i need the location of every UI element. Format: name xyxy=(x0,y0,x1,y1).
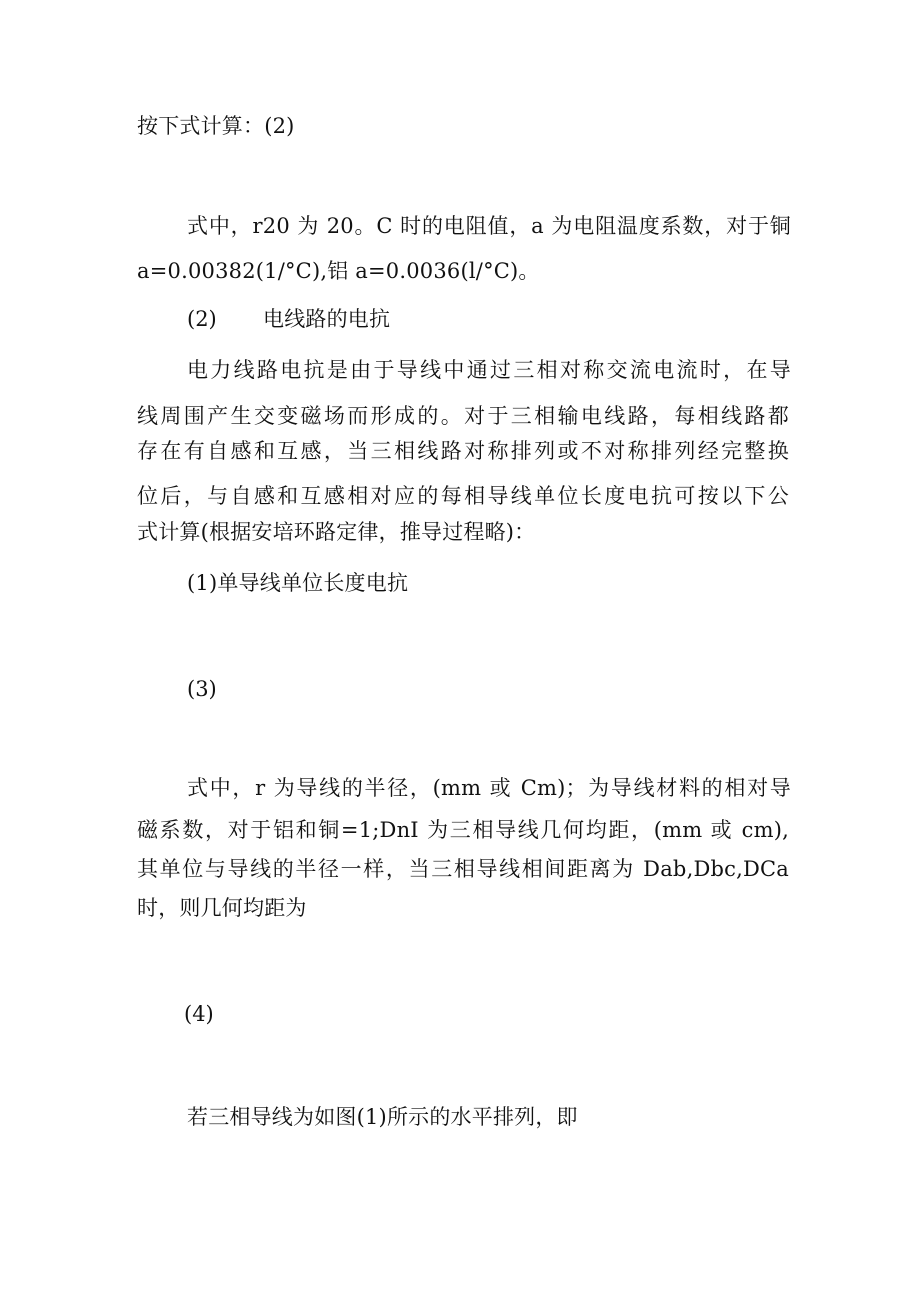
text-line-9: 式计算(根据安培环路定律，推导过程略)： xyxy=(137,520,536,544)
text-line-12: 式中，r 为导线的半径，(mm 或 Cm)；为导线材料的相对导 xyxy=(187,776,791,800)
equation-number-4: (4) xyxy=(184,1002,214,1026)
text-line-1: 按下式计算：(2) xyxy=(137,114,295,138)
section-number: (2) xyxy=(187,307,217,331)
text-line-17: 若三相导线为如图(1)所示的水平排列，即 xyxy=(187,1105,578,1129)
text-line-10: (1)单导线单位长度电抗 xyxy=(187,571,409,595)
text-line-13: 磁系数，对于铝和铜=1;DnI 为三相导线几何均距，(mm 或 cm), xyxy=(137,818,789,842)
text-line-6: 线周围产生交变磁场而形成的。对于三相输电线路，每相线路都 xyxy=(137,404,789,428)
equation-number-3: (3) xyxy=(187,677,217,701)
section-heading: 电线路的电抗 xyxy=(263,307,391,331)
text-line-5: 电力线路电抗是由于导线中通过三相对称交流电流时，在导 xyxy=(187,358,791,382)
text-line-8: 位后，与自感和互感相对应的每相导线单位长度电抗可按以下公 xyxy=(137,484,789,508)
text-line-7: 存在有自感和互感，当三相线路对称排列或不对称排列经完整换 xyxy=(137,439,789,463)
text-line-15: 时，则几何均距为 xyxy=(137,896,307,920)
text-line-2: 式中，r20 为 20。C 时的电阻值，a 为电阻温度系数，对于铜 xyxy=(187,214,791,238)
text-line-3: a=0.00382(1/°C),铝 a=0.0036(l/°C)。 xyxy=(137,259,540,283)
text-line-14: 其单位与导线的半径一样，当三相导线相间距离为 Dab,Dbc,DCa xyxy=(137,857,789,881)
